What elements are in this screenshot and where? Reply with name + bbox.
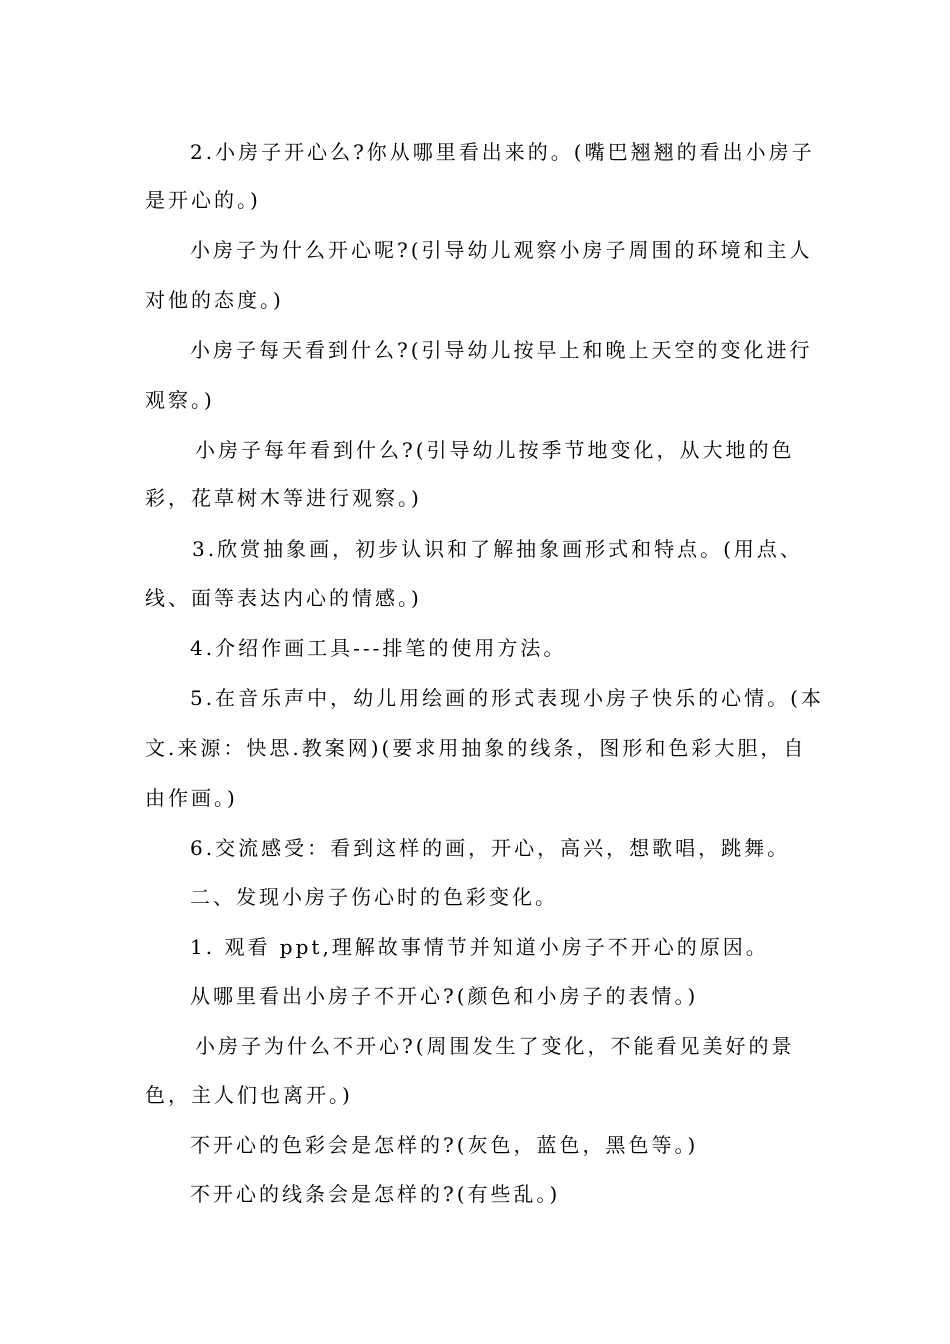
text-line: 二、发现小房子伤心时的色彩变化。: [190, 885, 558, 909]
text-line: 色，主人们也离开。): [145, 1083, 353, 1107]
text-line: 小房子为什么开心呢?(引导幼儿观察小房子周围的环境和主人: [190, 238, 813, 262]
text-line: 对他的态度。): [145, 288, 284, 312]
text-line: 线、面等表达内心的情感。): [145, 586, 422, 610]
text-line: 4.介绍作画工具---排笔的使用方法。: [190, 636, 567, 660]
text-line: 彩，花草树木等进行观察。): [145, 486, 422, 510]
text-line: 从哪里看出小房子不开心?(颜色和小房子的表情。): [190, 984, 699, 1008]
text-line: 不开心的线条会是怎样的?(有些乱。): [190, 1182, 561, 1206]
text-line: 文.来源：快思.教案网)(要求用抽象的线条，图形和色彩大胆，自: [145, 736, 807, 760]
text-line: 不开心的色彩会是怎样的?(灰色，蓝色，黑色等。): [190, 1133, 699, 1157]
text-line: 6.交流感受：看到这样的画，开心，高兴，想歌唱，跳舞。: [190, 836, 791, 860]
text-line: 小房子每年看到什么?(引导幼儿按季节地变化，从大地的色: [195, 438, 795, 462]
text-line: 3.欣赏抽象画，初步认识和了解抽象画形式和特点。(用点、: [192, 537, 803, 561]
text-line: 观察。): [145, 388, 215, 412]
text-line: 5.在音乐声中，幼儿用绘画的形式表现小房子快乐的心情。(本: [190, 686, 824, 710]
text-line: 小房子每天看到什么?(引导幼儿按早上和晚上天空的变化进行: [190, 338, 813, 362]
text-line: 1. 观看 ppt,理解故事情节并知道小房子不开心的原因。: [190, 935, 769, 959]
text-line: 小房子为什么不开心?(周围发生了变化，不能看见美好的景: [195, 1034, 795, 1058]
text-line: 2.小房子开心么?你从哪里看出来的。(嘴巴翘翘的看出小房子: [190, 140, 815, 164]
text-line: 由作画。): [145, 786, 238, 810]
text-line: 是开心的。): [145, 188, 261, 212]
